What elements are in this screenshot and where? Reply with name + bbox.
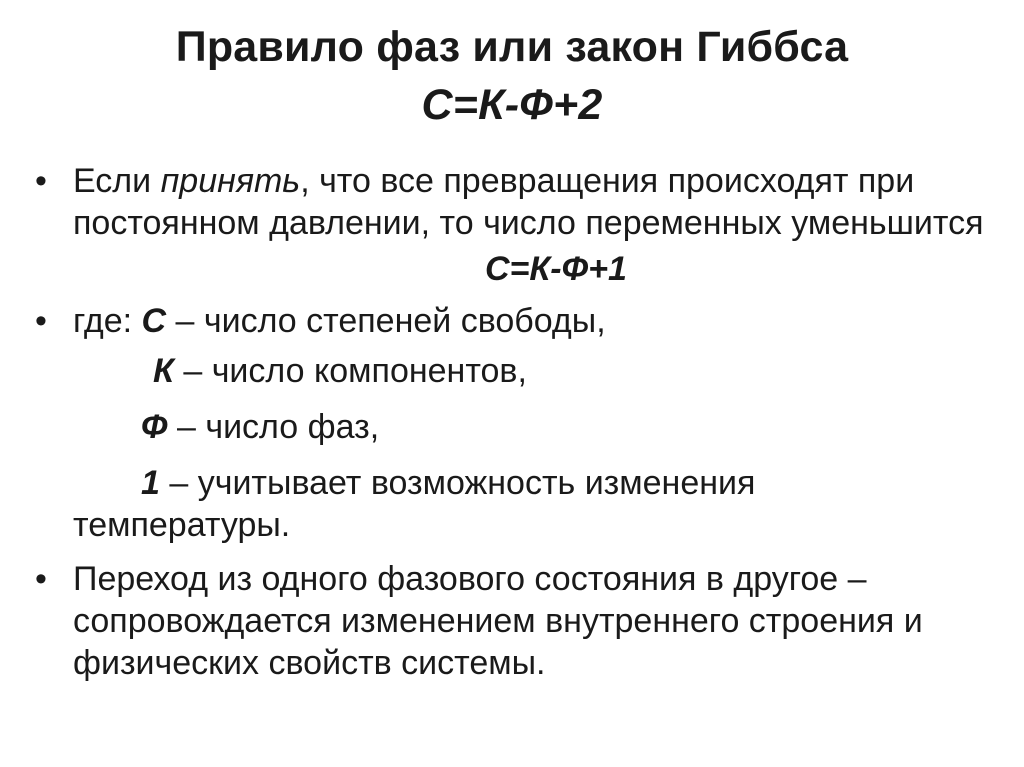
definition-f: – число фаз, xyxy=(167,408,380,446)
bullet1-prefix: Если xyxy=(73,162,161,200)
bullet2-prefix: где: xyxy=(73,302,142,340)
title-formula: С=К-Ф+2 xyxy=(421,81,603,129)
slide-body xyxy=(35,160,995,684)
formula-reduced: С=К-Ф+1 xyxy=(485,250,627,288)
symbol-k: К xyxy=(153,352,174,390)
bullet3-text: Переход из одного фазового состояния в другое – сопровождается изменением внутреннего строения и физических свойств системы. xyxy=(73,560,923,682)
bullet1-text: , что все превращения происходят при постоянном давлении, то число переменных уменьшится xyxy=(73,162,984,242)
bullet1-emphasis: принять xyxy=(160,162,301,200)
bullet-icon: • xyxy=(35,560,47,598)
symbol-c: С xyxy=(141,302,167,340)
definition-1: – учитывает возможность изменения xyxy=(159,464,756,502)
bullet-item-phase-transition xyxy=(35,558,995,684)
bullet-icon: • xyxy=(35,302,47,340)
definition-row-k xyxy=(35,350,995,392)
definition-1-continued: температуры. xyxy=(73,506,291,544)
definition-c: – число степеней свободы, xyxy=(166,302,606,340)
slide-title xyxy=(0,18,1024,134)
bullet-item-pressure xyxy=(35,160,995,244)
symbol-1: 1 xyxy=(141,464,160,502)
title-heading: Правило фаз или закон Гиббса xyxy=(175,23,849,71)
symbol-f: Ф xyxy=(141,408,168,446)
definition-k: – число компонентов, xyxy=(173,352,527,390)
bullet-icon: • xyxy=(35,162,47,200)
definition-row-f xyxy=(35,406,995,448)
bullet-item-definitions xyxy=(35,300,995,342)
definition-row-1 xyxy=(35,462,995,504)
